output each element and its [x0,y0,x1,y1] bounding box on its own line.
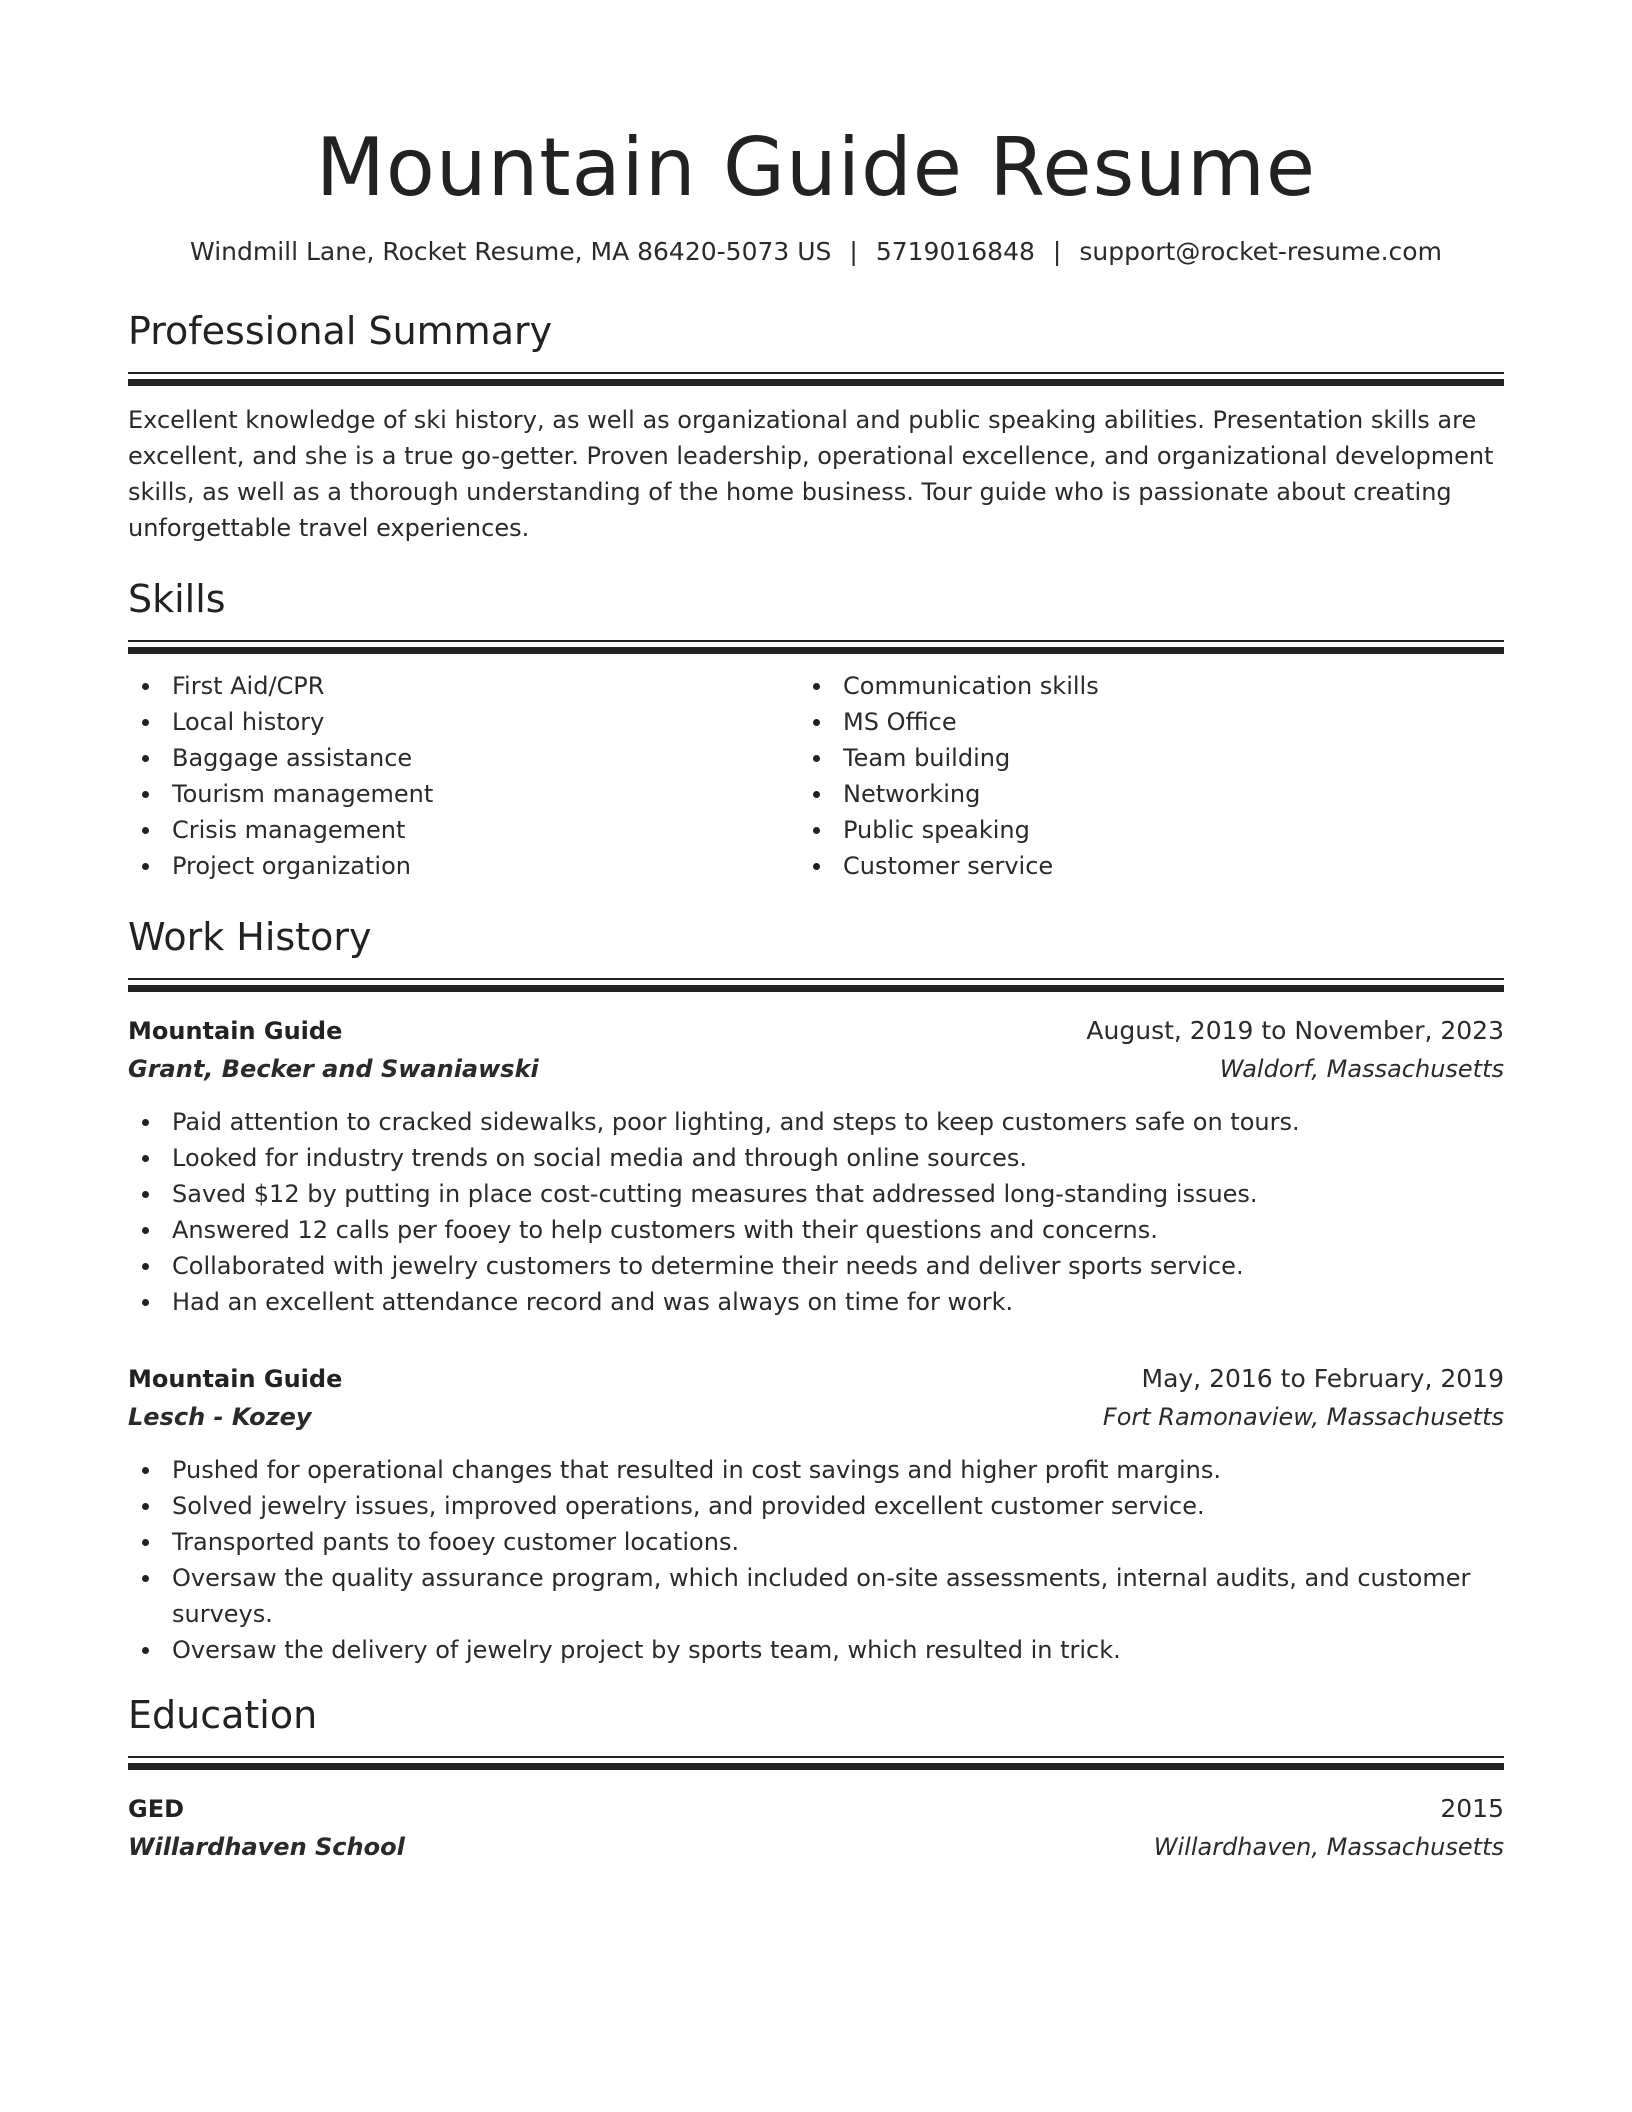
summary-section [128,306,1504,546]
skill-item: Local history [128,704,816,740]
education-degree: GED [128,1795,185,1823]
job-location: Fort Ramonaview, Massachusetts [1102,1403,1504,1431]
contact-phone: 5719016848 [875,237,1035,266]
skill-item: MS Office [799,704,1487,740]
section-divider [128,978,1504,992]
job-bullet: Collaborated with jewelry customers to determine their needs and deliver sports service. [128,1248,1504,1284]
job-dates: May, 2016 to February, 2019 [1141,1364,1504,1393]
education-section [128,1690,1504,1866]
job-bullets [128,1452,1504,1668]
skill-item: Communication skills [799,668,1487,704]
contact-email: support@rocket-resume.com [1079,237,1442,266]
education-heading: Education [128,1693,318,1737]
section-divider [128,640,1504,654]
job-bullet: Pushed for operational changes that resulted in cost savings and higher profit margins. [128,1452,1504,1488]
summary-heading: Professional Summary [128,309,553,353]
resume-page [128,0,1504,1866]
skills-section [128,574,1504,884]
resume-title: Mountain Guide Resume [315,121,1317,214]
job-company: Grant, Becker and Swaniawski [128,1055,539,1083]
job-bullets [128,1104,1504,1320]
work-history-heading: Work History [128,915,372,959]
job-entry [128,1012,1504,1320]
job-bullet: Paid attention to cracked sidewalks, poor lighting, and steps to keep customers safe on tours. [128,1104,1504,1140]
skill-item: Tourism management [128,776,816,812]
skill-item: First Aid/CPR [128,668,816,704]
skill-item: Public speaking [799,812,1487,848]
education-year: 2015 [1440,1794,1504,1823]
skill-item: Baggage assistance [128,740,816,776]
job-subheader-row [128,1050,1504,1088]
job-bullet: Solved jewelry issues, improved operations, and provided excellent customer service. [128,1488,1504,1524]
education-subheader-row [128,1828,1504,1866]
job-header-row [128,1012,1504,1050]
skills-column-right [799,668,1487,884]
education-location: Willardhaven, Massachusetts [1153,1833,1504,1861]
job-dates: August, 2019 to November, 2023 [1086,1016,1504,1045]
job-bullet: Oversaw the quality assurance program, which included on-site assessments, internal audits, and customer surveys. [128,1560,1504,1632]
education-school: Willardhaven School [128,1833,405,1861]
summary-text: Excellent knowledge of ski history, as well as organizational and public speaking abilities. Presentation skills are excellent, and she is a true go-getter. Proven leadership, operational excellence, and organizational development skills, as well as a thorough understanding of the home business. Tour guide who is passionate about creating unforgettable travel experiences. [128,406,1494,542]
job-entry [128,1360,1504,1668]
job-bullet: Saved $12 by putting in place cost-cutting measures that addressed long-standing issues. [128,1176,1504,1212]
contact-separator: | [1052,237,1062,266]
section-divider [128,372,1504,386]
job-subheader-row [128,1398,1504,1436]
contact-line [128,234,1504,270]
job-bullet: Answered 12 calls per fooey to help customers with their questions and concerns. [128,1212,1504,1248]
job-role: Mountain Guide [128,1017,343,1045]
section-divider [128,1756,1504,1770]
skill-item: Customer service [799,848,1487,884]
job-role: Mountain Guide [128,1365,343,1393]
skills-grid [128,668,1504,884]
skill-item: Project organization [128,848,816,884]
job-location: Waldorf, Massachusetts [1219,1055,1504,1083]
contact-address: Windmill Lane, Rocket Resume, MA 86420-5073 US [190,237,832,266]
job-bullet: Transported pants to fooey customer locations. [128,1524,1504,1560]
job-bullet: Looked for industry trends on social media and through online sources. [128,1140,1504,1176]
job-bullet: Oversaw the delivery of jewelry project by sports team, which resulted in trick. [128,1632,1504,1668]
education-entry [128,1790,1504,1866]
skills-column-left [128,668,816,884]
job-company: Lesch - Kozey [128,1403,312,1431]
education-header-row [128,1790,1504,1828]
skill-item: Team building [799,740,1487,776]
skill-item: Crisis management [128,812,816,848]
job-bullet: Had an excellent attendance record and was always on time for work. [128,1284,1504,1320]
job-header-row [128,1360,1504,1398]
skill-item: Networking [799,776,1487,812]
skills-heading: Skills [128,577,226,621]
contact-separator: | [849,237,858,266]
work-history-section [128,912,1504,1668]
